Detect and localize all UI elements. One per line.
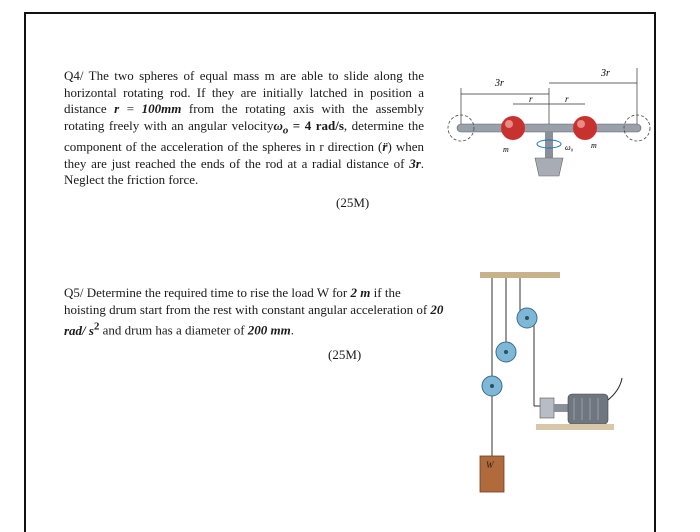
sphere-right	[573, 116, 597, 140]
hoisting-drum-figure	[470, 270, 630, 506]
ceiling	[480, 272, 560, 278]
rotating-rod-figure	[443, 58, 655, 188]
dim-3r-left: 3r	[495, 78, 504, 89]
question-5-marks: (25M)	[328, 347, 362, 362]
sphere-left	[501, 116, 525, 140]
question-5-text: Q5/ Determine the required time to rise the load W for 2 m if the hoisting drum start from the rest with constant angular acceleration of 20 rad/ $s^2$ and drum has a diameter of 200 mm.	[64, 285, 444, 338]
load-label: W	[486, 460, 494, 470]
drum	[540, 398, 554, 418]
question-4-marks: (25M)	[336, 195, 370, 210]
omega-label: ω₀	[565, 143, 574, 152]
question-4-text: Q4/ The two spheres of equal mass m are able to slide along the horizontal rotating rod. If they are initially latched in position a distance r = 100mm from the rotating axis with the assembly rotating freely with an angular velocityω$_o$ = 4 rad/s, determine the component of the acceleration of the spheres in r direction (r̈) when they are just reached the ends of the rod at a radial distance of 3r. Neglect the friction force.	[64, 68, 424, 188]
base	[535, 158, 563, 176]
dim-3r-right: 3r	[601, 68, 610, 79]
dim-r-right: r	[565, 94, 569, 104]
mass-label-right: m	[591, 141, 597, 150]
floor-base	[536, 424, 614, 430]
dim-r-left: r	[529, 94, 533, 104]
mass-label-left: m	[503, 145, 509, 154]
